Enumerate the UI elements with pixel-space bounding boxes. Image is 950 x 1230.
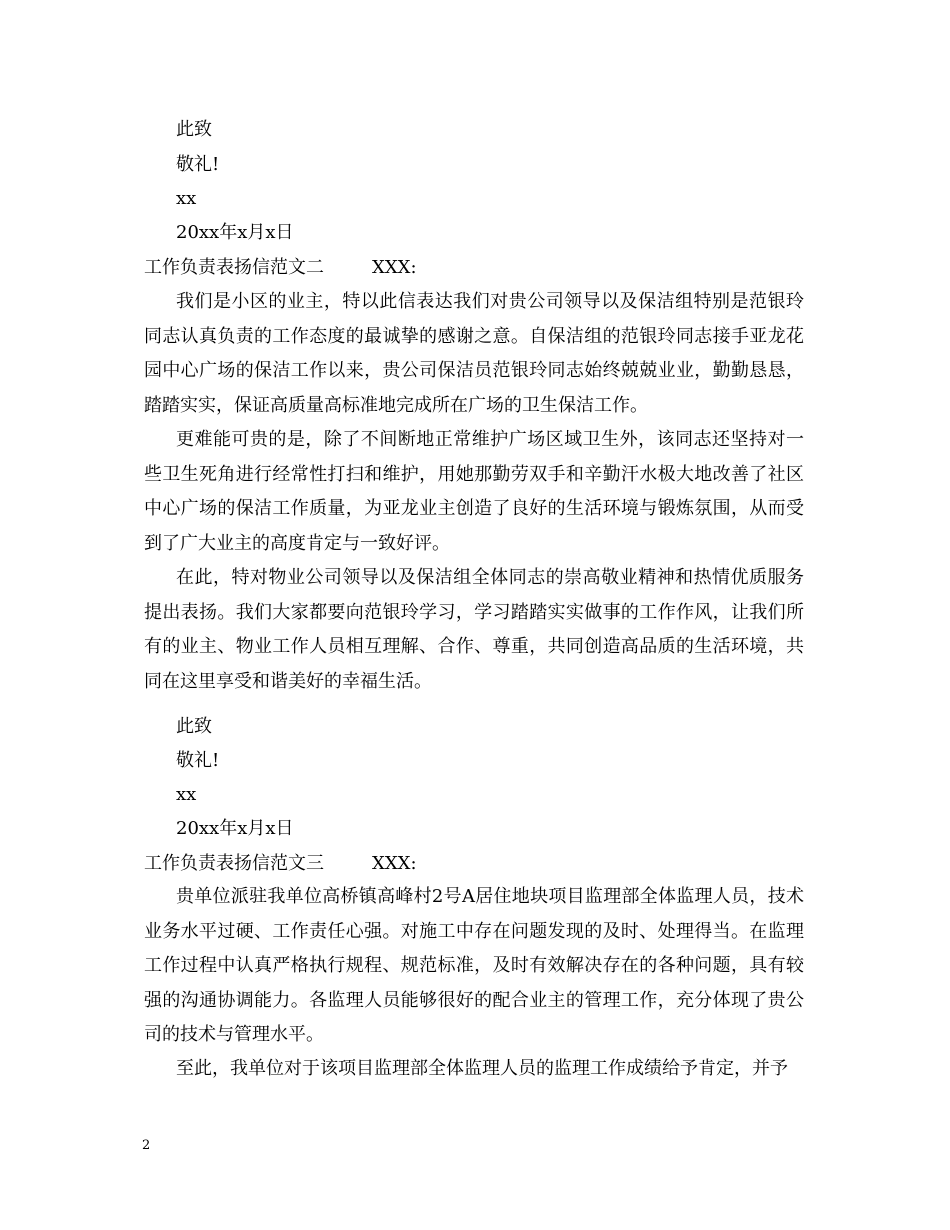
body-paragraph: 贵单位派驻我单位高桥镇高峰村2号A居住地块项目监理部全体监理人员，技术业务水平过硬、工作责任心强。对施工中存在问题发现的及时、处理得当。在监理工作过程中认真严格执行规程、规范标准，及时有效解决存在的各种问题，具有较强的沟通协调能力。各监理人员能够很好的配合业主的管理工作，充分体现了贵公司的技术与管理水平。 bbox=[144, 886, 804, 1045]
date-text: 20xx年x月x日 bbox=[176, 818, 294, 839]
closing-text: 此致 bbox=[176, 119, 212, 140]
letter-addressee: XXX: bbox=[372, 257, 417, 278]
letter-title: 工作负责表扬信范文二 bbox=[144, 257, 324, 278]
date-text: 20xx年x月x日 bbox=[176, 222, 294, 243]
page-number: 2 bbox=[142, 1138, 151, 1153]
letter-heading bbox=[144, 853, 417, 875]
letter-title: 工作负责表扬信范文三 bbox=[144, 853, 324, 874]
body-paragraph: 更难能可贵的是，除了不间断地正常维护广场区域卫生外，该同志还坚持对一些卫生死角进行经常性打扫和维护，用她那勤劳双手和辛勤汗水极大地改善了社区中心广场的保洁工作质量，为亚龙业主创造了良好的生活环境与锻炼氛围，从而受到了广大业主的高度肯定与一致好评。 bbox=[144, 429, 804, 554]
body-paragraph: 我们是小区的业主，特以此信表达我们对贵公司领导以及保洁组特别是范银玲同志认真负责的工作态度的最诚挚的感谢之意。自保洁组的范银玲同志接手亚龙花园中心广场的保洁工作以来，贵公司保洁员范银玲同志始终兢兢业业，勤勤恳恳，踏踏实实，保证高质量高标准地完成所在广场的卫生保洁工作。 bbox=[144, 291, 804, 416]
body-paragraph: 至此，我单位对于该项目监理部全体监理人员的监理工作成绩给予肯定，并予 bbox=[176, 1058, 788, 1079]
salute-text: 敬礼! bbox=[176, 750, 220, 771]
letter-heading bbox=[144, 257, 417, 279]
body-paragraph: 在此，特对物业公司领导以及保洁组全体同志的崇高敬业精神和热情优质服务提出表扬。我们大家都要向范银玲学习，学习踏踏实实做事的工作作风，让我们所有的业主、物业工作人员相互理解、合作、尊重，共同创造高品质的生活环境，共同在这里享受和谐美好的幸福生活。 bbox=[144, 567, 804, 692]
letter-addressee: XXX: bbox=[372, 853, 417, 874]
signer-text: xx bbox=[176, 784, 197, 805]
closing-text: 此致 bbox=[176, 716, 212, 737]
salute-text: 敬礼! bbox=[176, 154, 220, 175]
signer-text: xx bbox=[176, 188, 197, 209]
